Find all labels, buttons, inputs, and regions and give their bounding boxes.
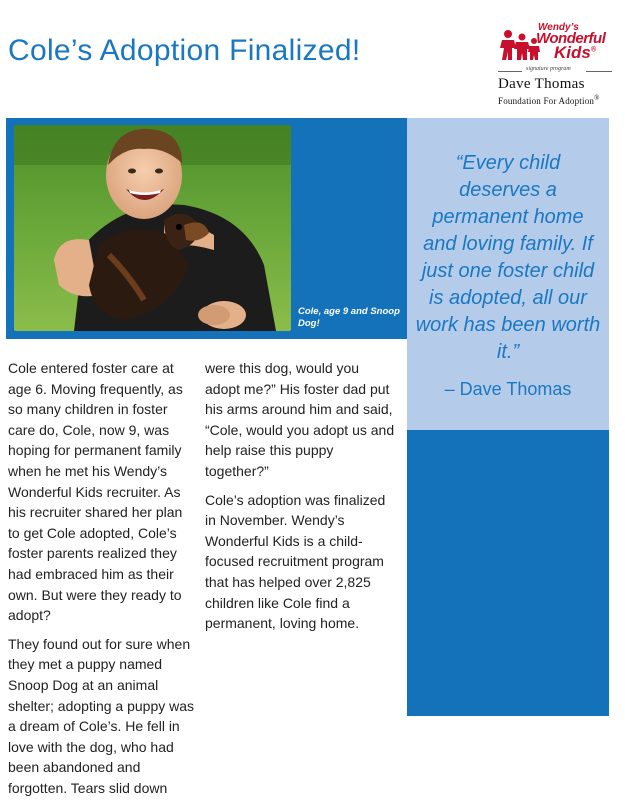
cole-and-dog-photo <box>14 125 291 331</box>
quote-author: – Dave Thomas <box>444 379 572 399</box>
pull-quote: “Every child deserves a permanent home and loving family. If just one foster child is adopted, all our work has been worth it.” <box>415 152 601 363</box>
wendys-wonderful-kids-logo <box>494 18 616 108</box>
quote-panel-lower <box>407 430 609 716</box>
article-paragraph: They found out for sure when they met a puppy named Snoop Dog at an animal shelter; adopting a puppy was a dream of Cole’s. He fell in love with the dog, who had been abandoned and forgotten. Tears slid down <box>8 635 195 796</box>
photo-illustration <box>14 125 291 331</box>
logo-foundation-registered-mark: ® <box>594 94 600 102</box>
logo-dave-thomas: Dave Thomas <box>498 76 585 92</box>
logo-wonderful-text: Wonderful <box>536 30 606 47</box>
logo-kids-word: Kids <box>554 43 591 62</box>
page-title: Cole’s Adoption Finalized! <box>8 34 361 68</box>
article-paragraph: were this dog, would you adopt me?” His foster dad put his arms around him and said, “Cole, would you adopt us and help raise this puppy together?” <box>205 360 395 479</box>
logo-rule-right <box>586 71 612 72</box>
article-paragraph: Cole entered foster care at age 6. Moving frequently, as so many children in foster care do, Cole, now 9, was hoping for permanent family when he met his Wendy’s Wonderful Kids recruiter. As his recruiter shared her plan to get Cole adopted, Cole’s foster parents realized they had embraced him as their own. But were they ready to adopt? <box>8 360 183 624</box>
logo-foundation-text: Foundation For Adoption <box>498 96 595 106</box>
logo-kids-registered-mark: ® <box>590 46 597 54</box>
logo-signature-program: signature program <box>526 66 571 72</box>
article-column-2 <box>205 358 395 642</box>
kids-figures-icon <box>500 28 540 62</box>
logo-rule-left <box>498 71 522 72</box>
logo-foundation <box>498 94 600 106</box>
article-column-1 <box>8 358 196 806</box>
logo-kids-text <box>554 43 596 63</box>
photo-caption: Cole, age 9 and Snoop Dog! <box>298 306 400 329</box>
logo-wendys-text: Wendy’s <box>538 22 579 33</box>
article-paragraph: Cole’s adoption was finalized in November. Wendy’s Wonderful Kids is a child-focused recruitment program that has helped over 2,825 children like Cole find a permanent, loving home. <box>205 491 386 632</box>
